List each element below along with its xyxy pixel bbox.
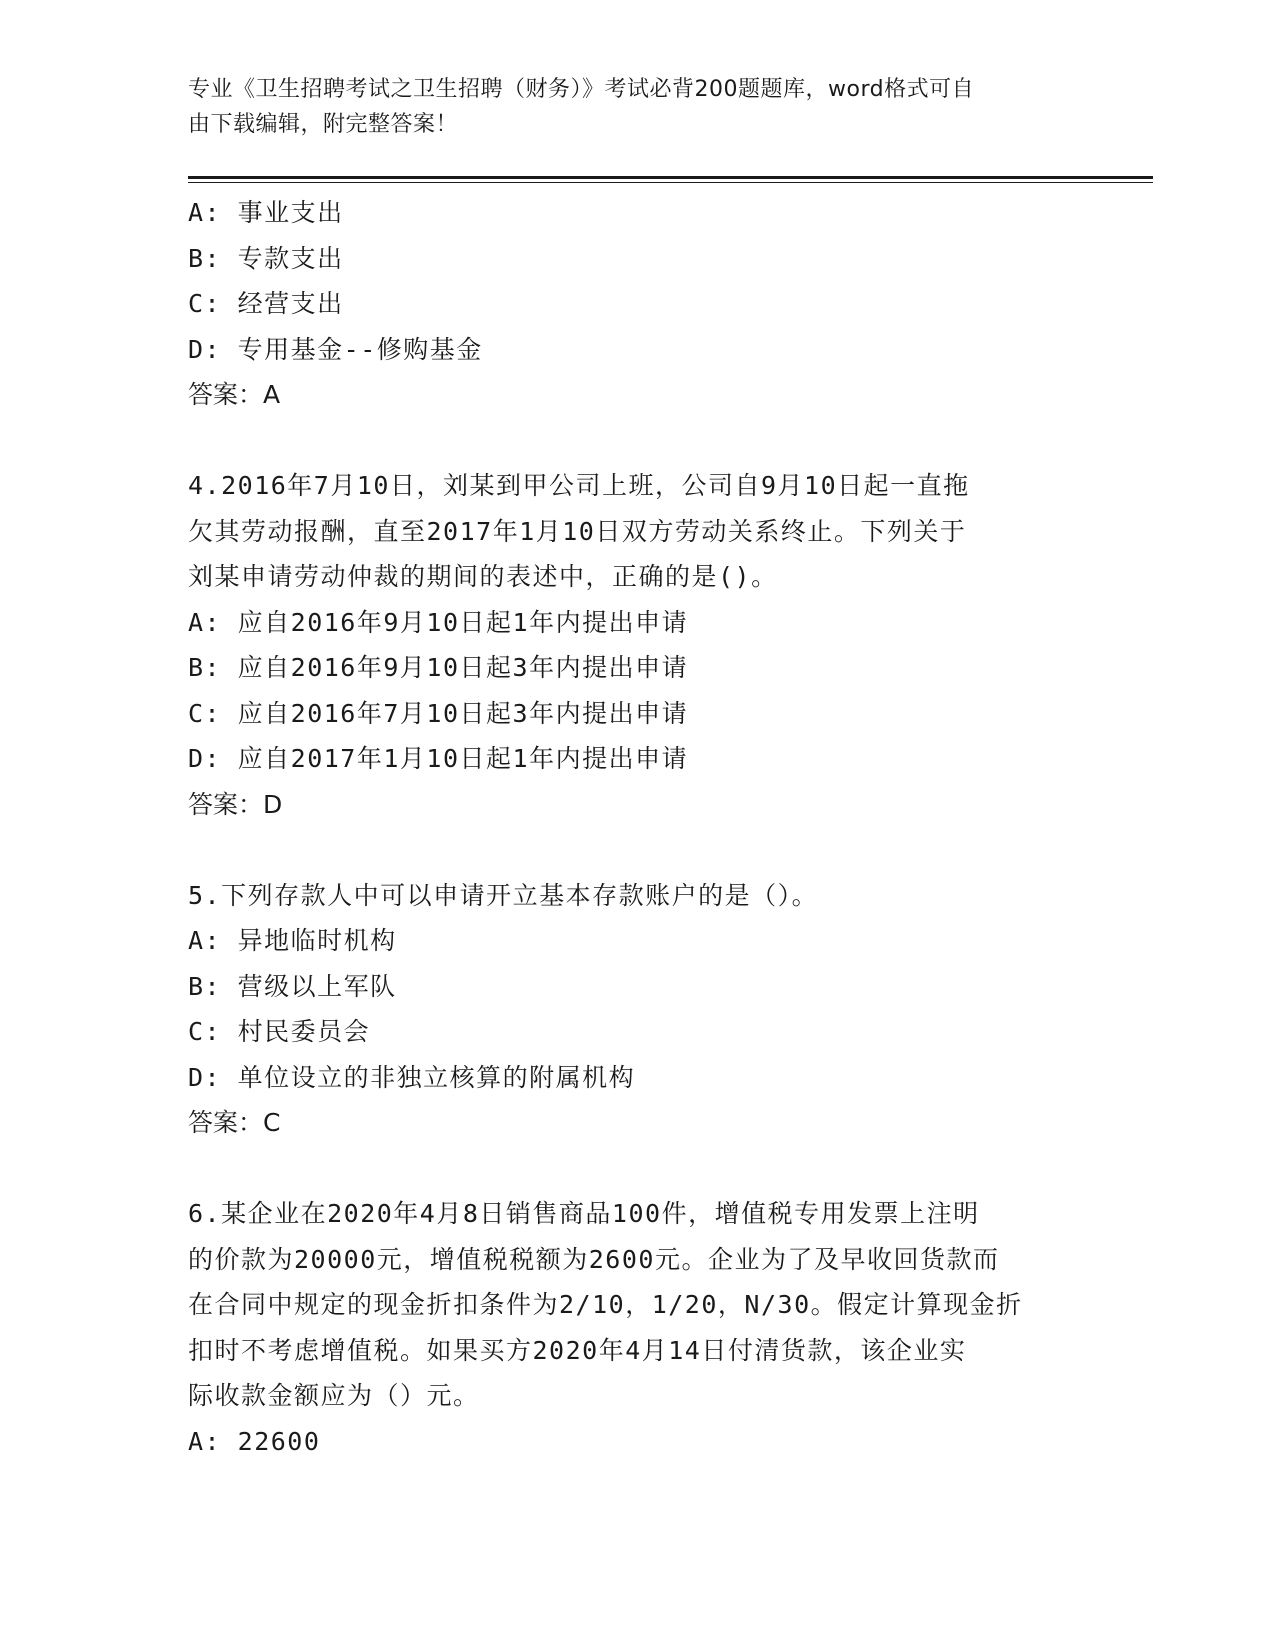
q6-text-line-3: 在合同中规定的现金折扣条件为2/10，1/20，N/30。假定计算现金折 bbox=[188, 1290, 1023, 1319]
spacer bbox=[188, 1146, 1068, 1192]
q4-option-c: C: 应自2016年7月10日起3年内提出申请 bbox=[188, 698, 689, 728]
q5-option-d: D: 单位设立的非独立核算的附属机构 bbox=[188, 1062, 636, 1092]
header-line-2: 由下载编辑，附完整答案！ bbox=[188, 112, 459, 137]
q5-text-line-1: 5.下列存款人中可以申请开立基本存款账户的是（）。 bbox=[188, 880, 819, 910]
q3-answer: 答案：A bbox=[188, 380, 281, 409]
q3-option-a: A: 事业支出 bbox=[188, 198, 344, 227]
question-3 bbox=[188, 190, 1068, 418]
q4-option-a: A: 应自2016年9月10日起1年内提出申请 bbox=[188, 607, 689, 637]
q6-text-line-5: 际收款金额应为（）元。 bbox=[188, 1381, 480, 1410]
q5-answer: 答案：C bbox=[188, 1108, 281, 1137]
spacer bbox=[188, 418, 1068, 464]
question-content bbox=[188, 190, 1068, 1464]
q6-option-a: A: 22600 bbox=[188, 1426, 321, 1456]
q6-text-line-1: 6.某企业在2020年4月8日销售商品100件，增值税专用发票上注明 bbox=[188, 1199, 980, 1228]
question-5 bbox=[188, 873, 1068, 1146]
q4-option-d: D: 应自2017年1月10日起1年内提出申请 bbox=[188, 744, 689, 773]
q4-text-line-2: 欠其劳动报酬，直至2017年1月10日双方劳动关系终止。下列关于 bbox=[188, 516, 967, 546]
q6-text-line-4: 扣时不考虑增值税。如果买方2020年4月14日付清货款，该企业实 bbox=[188, 1335, 967, 1365]
q5-option-a: A: 异地临时机构 bbox=[188, 926, 397, 955]
q4-answer: 答案：D bbox=[188, 789, 283, 819]
q3-option-b: B: 专款支出 bbox=[188, 243, 344, 273]
q5-option-b: B: 营级以上军队 bbox=[188, 971, 397, 1001]
q3-option-c: C: 经营支出 bbox=[188, 289, 344, 318]
q4-text-line-3: 刘某申请劳动仲裁的期间的表述中，正确的是()。 bbox=[188, 562, 778, 591]
question-4 bbox=[188, 463, 1068, 827]
page-header bbox=[188, 72, 1068, 142]
q5-option-c: C: 村民委员会 bbox=[188, 1017, 371, 1046]
q4-text-line-1: 4.2016年7月10日，刘某到甲公司上班，公司自9月10日起一直拖 bbox=[188, 471, 970, 500]
header-rule-thick bbox=[188, 176, 1153, 179]
q6-text-line-2: 的价款为20000元，增值税税额为2600元。企业为了及早收回货款而 bbox=[188, 1244, 1000, 1274]
question-6 bbox=[188, 1191, 1068, 1464]
q3-option-d: D: 专用基金--修购基金 bbox=[188, 334, 483, 364]
q4-option-b: B: 应自2016年9月10日起3年内提出申请 bbox=[188, 653, 689, 682]
header-line-1: 专业《卫生招聘考试之卫生招聘（财务）》考试必背200题题库，word格式可自 bbox=[188, 77, 975, 102]
header-rule-thin bbox=[188, 182, 1153, 183]
spacer bbox=[188, 827, 1068, 873]
